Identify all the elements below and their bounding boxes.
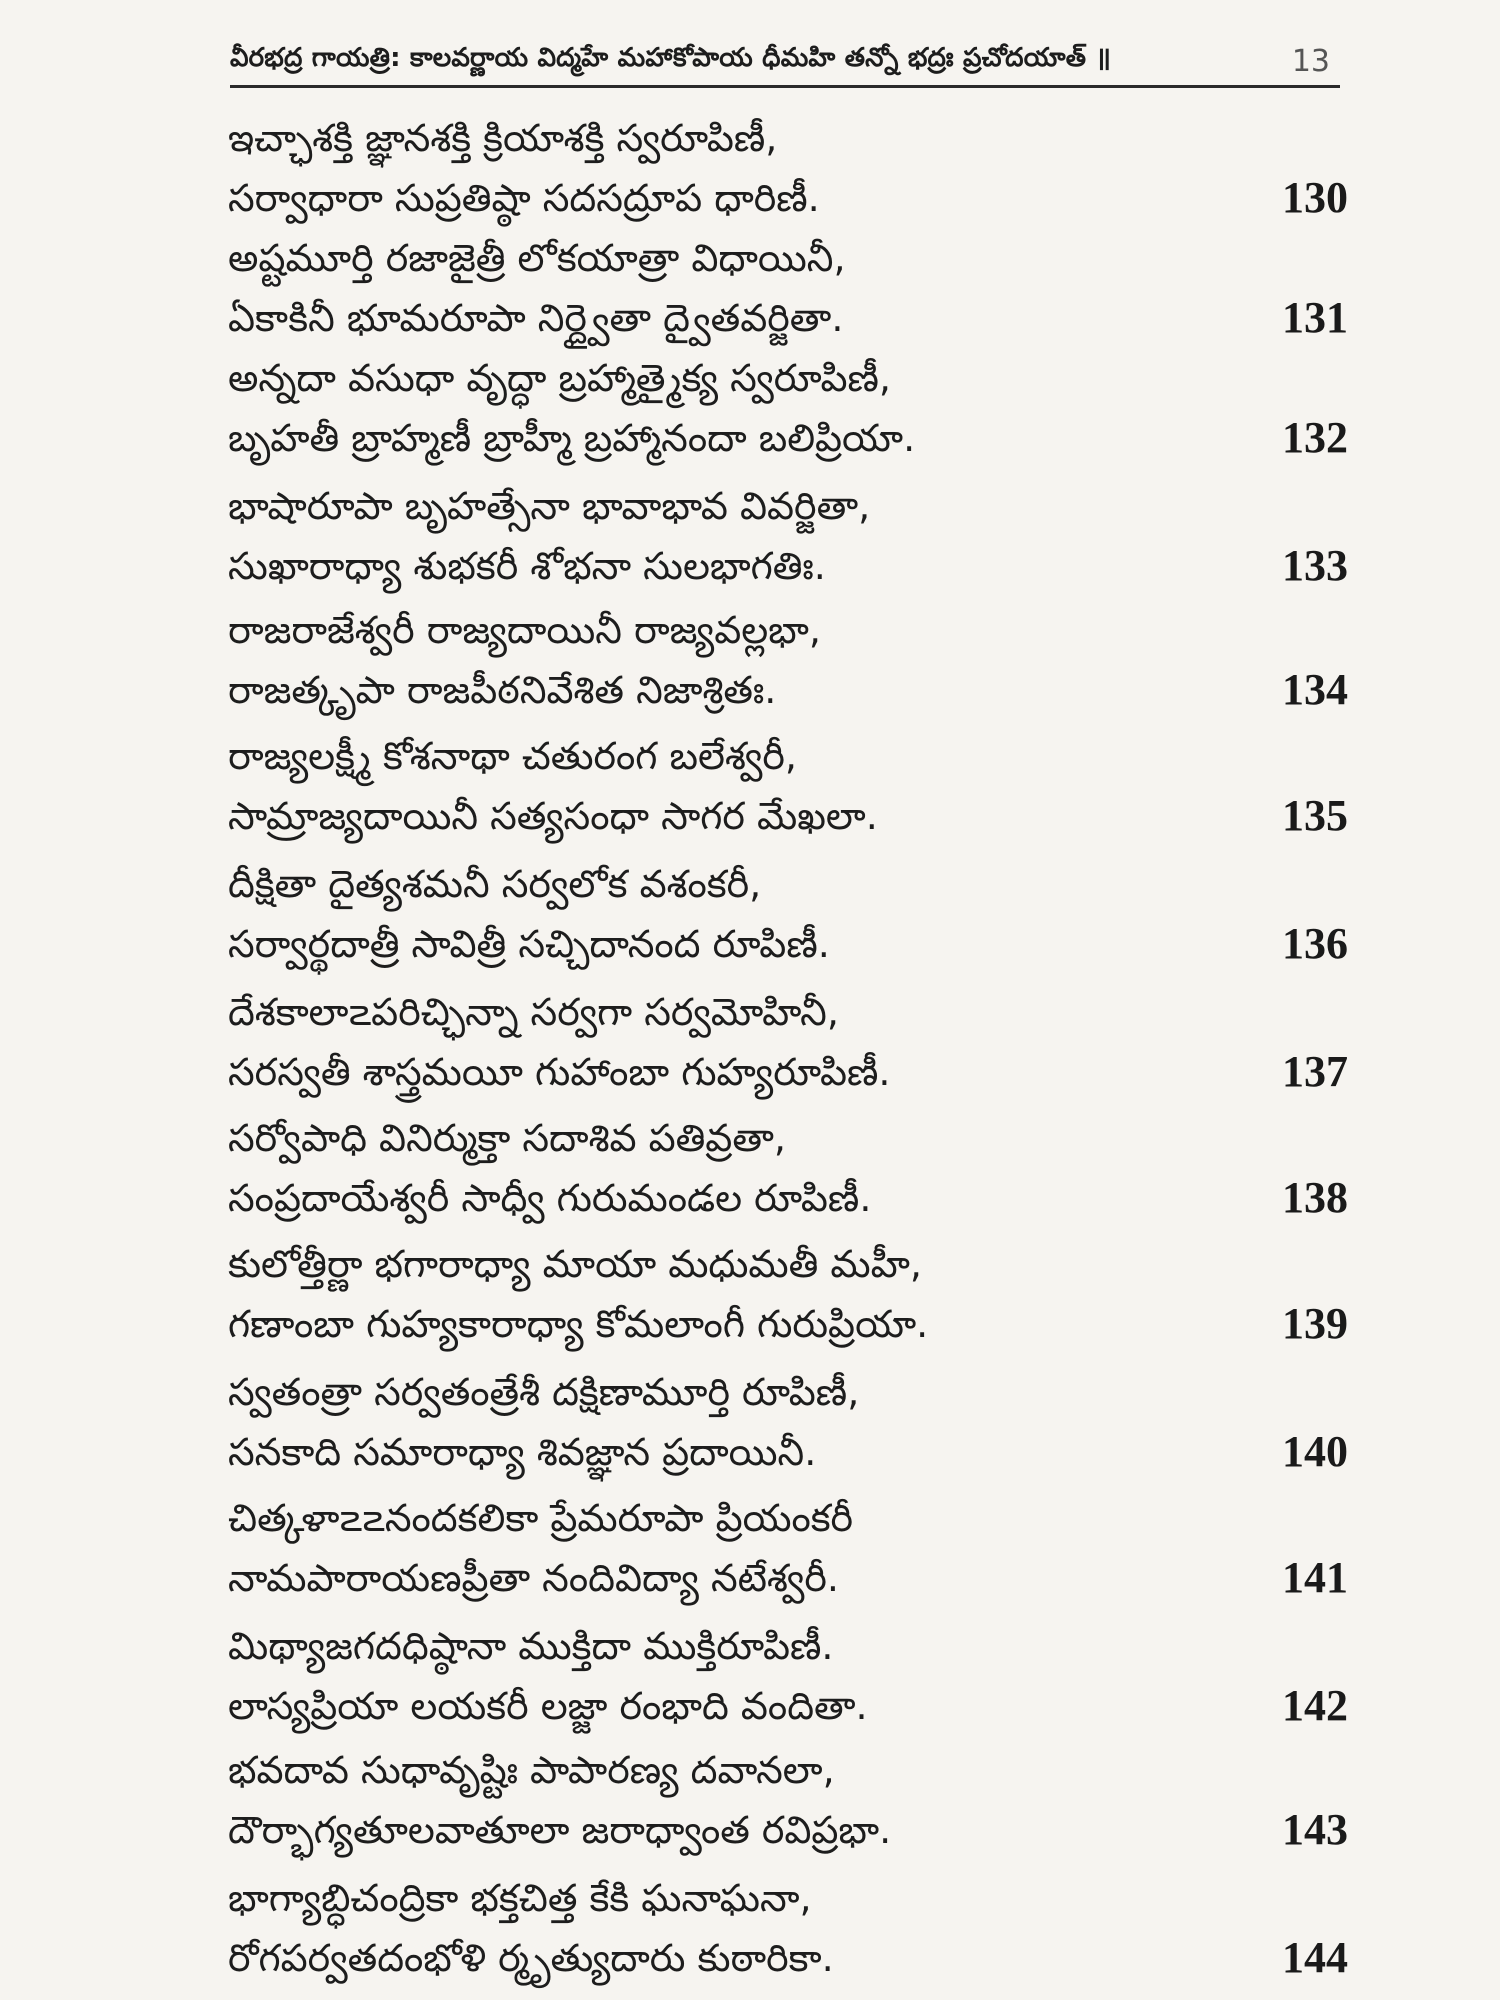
verse-line: స్వతంత్రా సర్వతంత్రేశీ దక్షిణామూర్తి రూపిణీ,	[228, 1370, 860, 1414]
verse-line: సర్వోపాధి వినిర్ముక్తా సదాశివ పతివ్రతా,	[228, 1116, 786, 1160]
verse-number: 141	[1282, 1553, 1348, 1602]
verse-number: 144	[1282, 1933, 1348, 1982]
verse-line: సనకాది సమారాధ్యా శివజ్ఞాన ప్రదాయినీ.	[228, 1430, 817, 1474]
verse-number: 140	[1282, 1427, 1348, 1476]
verse-block	[228, 108, 1348, 228]
verse-line: సంప్రదాయేశ్వరీ సాధ్వీ గురుమండల రూపిణీ.	[228, 1176, 872, 1220]
verse-number: 132	[1282, 413, 1348, 462]
verse-number: 139	[1282, 1299, 1348, 1348]
verse-number: 142	[1282, 1681, 1348, 1730]
verse-block	[228, 1362, 1348, 1482]
verse-line: భవదావ సుధావృష్టిః పాపారణ్య దవానలా,	[228, 1748, 835, 1792]
verse-block	[228, 1868, 1348, 1988]
verse-line: భాషారూపా బృహత్సేనా భావాభావ వివర్జితా,	[228, 484, 871, 528]
verse-line: రాజరాజేశ్వరీ రాజ్యదాయినీ రాజ్యవల్లభా,	[228, 608, 821, 652]
verse-line: రాజ్యలక్ష్మీ కోశనాథా చతురంగ బలేశ్వరీ,	[228, 734, 797, 778]
verse-block	[228, 1234, 1348, 1354]
verse-line: భాగ్యాబ్ధిచంద్రికా భక్తచిత్త కేకి ఘనాఘనా,	[228, 1876, 812, 1920]
verse-block	[228, 982, 1348, 1102]
verse-line: ఏకాకినీ భూమరూపా నిర్ద్వైతా ద్వైతవర్జితా.	[228, 296, 844, 340]
verse-line: సర్వార్థదాత్రీ సావిత్రీ సచ్చిదానంద రూపిణీ.	[228, 922, 830, 966]
verse-block	[228, 600, 1348, 720]
verse-list	[228, 108, 1348, 1988]
verse-block	[228, 476, 1348, 596]
verse-number: 133	[1282, 541, 1348, 590]
verse-block	[228, 1740, 1348, 1860]
verse-line: దౌర్భాగ్యతూలవాతూలా జరాధ్వాంత రవిప్రభా.	[228, 1808, 892, 1852]
verse-line: బృహతీ బ్రాహ్మణీ బ్రాహ్మీ బ్రహ్మానందా బలిప్రియా.	[228, 416, 916, 460]
verse-line: సామ్రాజ్యదాయినీ సత్యసంధా సాగర మేఖలా.	[228, 794, 878, 838]
verse-line: లాస్యప్రియా లయకరీ లజ్జా రంభాది వందితా.	[228, 1684, 868, 1728]
verse-line: సర్వాధారా సుప్రతిష్ఠా సదసద్రూప ధారిణీ.	[228, 176, 820, 220]
header-title: వీరభద్ర గాయత్రి: కాలవర్ణాయ విద్మహే మహాకోపాయ ధీమహి తన్నో భద్రః ప్రచోదయాత్ ॥	[230, 43, 1112, 73]
verse-number: 131	[1282, 293, 1348, 342]
verse-block	[228, 1616, 1348, 1736]
verse-line: చిత్కళా౽౽నందకలికా ప్రేమరూపా ప్రియంకరీ	[228, 1496, 854, 1540]
verse-line: సరస్వతీ శాస్త్రమయీ గుహాంబా గుహ్యరూపిణీ.	[228, 1050, 891, 1094]
verse-block	[228, 348, 1348, 468]
verse-line: అన్నదా వసుధా వృద్ధా బ్రహ్మాత్మైక్య స్వరూపిణీ,	[228, 356, 892, 400]
verse-line: అష్టమూర్తి రజాజైత్రీ లోకయాత్రా విధాయినీ,	[228, 236, 846, 280]
verse-block	[228, 726, 1348, 846]
verse-block	[228, 228, 1348, 348]
verse-number: 143	[1282, 1805, 1348, 1854]
verse-block	[228, 1488, 1348, 1608]
verse-number: 130	[1282, 173, 1348, 222]
verse-line: రోగపర్వతదంభోళి ర్మృత్యుదారు కుఠారికా.	[228, 1936, 834, 1980]
verse-number: 137	[1282, 1047, 1348, 1096]
verse-line: రాజత్కృపా రాజపీఠనివేశిత నిజాశ్రితః.	[228, 668, 777, 712]
verse-line: నామపారాయణప్రీతా నందివిద్యా నటేశ్వరీ.	[228, 1556, 839, 1600]
verse-line: కులోత్తీర్ణా భగారాధ్యా మాయా మధుమతీ మహీ,	[228, 1242, 922, 1286]
verse-line: మిథ్యాజగదధిష్ఠానా ముక్తిదా ముక్తిరూపిణీ.	[228, 1624, 834, 1668]
verse-number: 135	[1282, 791, 1348, 840]
verse-line: గణాంబా గుహ్యకారాధ్యా కోమలాంగీ గురుప్రియా.	[228, 1302, 929, 1346]
verse-line: సుఖారాధ్యా శుభకరీ శోభనా సులభాగతిః.	[228, 544, 826, 588]
verse-line: దేశకాలా౽పరిచ్ఛిన్నా సర్వగా సర్వమోహినీ,	[228, 990, 839, 1034]
verse-line: ఇచ్ఛాశక్తి జ్ఞానశక్తి క్రియాశక్తి స్వరూపిణీ,	[228, 116, 778, 160]
verse-block	[228, 854, 1348, 974]
verse-line: దీక్షితా దైత్యశమనీ సర్వలోక వశంకరీ,	[228, 862, 762, 906]
verse-block	[228, 1108, 1348, 1228]
verse-number: 134	[1282, 665, 1348, 714]
verse-number: 136	[1282, 919, 1348, 968]
page-number: 13	[1291, 44, 1330, 79]
running-header	[230, 40, 1340, 88]
verse-number: 138	[1282, 1173, 1348, 1222]
